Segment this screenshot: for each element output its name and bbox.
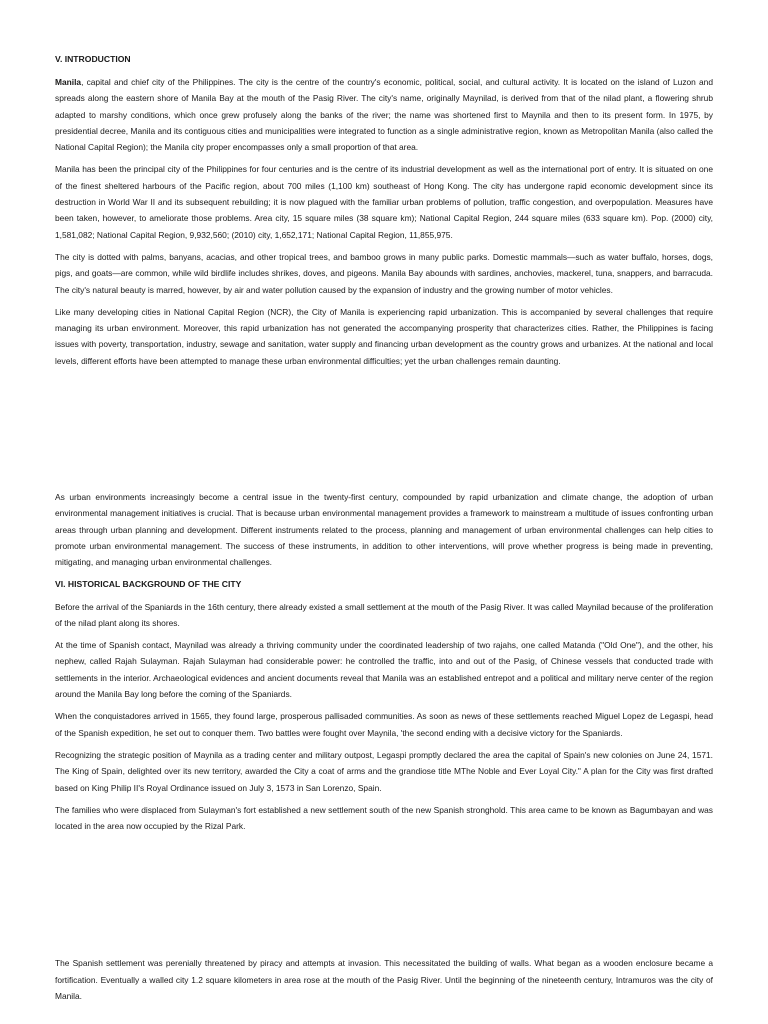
document-page [55,52,713,1010]
section-heading-introduction: V. INTRODUCTION [55,54,131,64]
blank-space [55,840,713,955]
history-paragraph-3: When the conquistadores arrived in 1565, they found large, prosperous pallisaded communities. As soon as news of these settlements reached Miguel Lopez de Legaspi, head of the Spanish expedition, he set out to conquer them. Two battles were fought over Maynila, 'the second ending with a decisive victory for the Spaniards. [55,711,713,738]
history-paragraph-2: At the time of Spanish contact, Maynilad was already a thriving community under the coordinated leadership of two rajahs, one called Matanda ("Old One"), and the other, his nephew, called Rajah Sulayman. Rajah Sulayman had considerable power: he controlled the traffic, into and out of the Pasig, of Chinese vessels that conducted trade with settlements in the interior. Archaeological evidences and ancient documents reveal that Manila was an established entrepot and a political and military nerve center of the region around the Manila Bay long before the coming of the Spaniards. [55,640,713,700]
intro-paragraph-4: Like many developing cities in National Capital Region (NCR), the City of Manila is experiencing rapid urbanization. This is accompanied by several challenges that require managing its urban environment. Moreover, this rapid urbanization has not generated the accompanying prosperity that characterizes cities. Rather, the Philippines is facing issues with poverty, transportation, industry, sewage and sanitation, water supply and financing urban development as the country grows and urbanizes. At the national and local levels, different efforts have been attempted to manage these urban environmental difficulties; yet the urban challenges remain daunting. [55,306,713,366]
history-paragraph-5: The families who were displaced from Sulayman's fort established a new settlement south of the new Spanish stronghold. This area came to be known as Bagumbayan and was located in the area now occupied by the Rizal Park. [55,804,713,832]
intro-paragraph-3: The city is dotted with palms, banyans, acacias, and other tropical trees, and bamboo grows in many public parks. Domestic mammals—such as water buffalo, horses, dogs, pigs, and goats—are common, while wild birdlife includes shrikes, doves, and pigeons. Manila Bay abounds with sardines, anchovies, mackerel, tuna, snappers, and barracuda. The city's natural beauty is marred, however, by air and water pollution caused by the expansion of industry and the growing number of motor vehicles. [55,251,713,295]
blank-space [55,375,713,489]
intro-paragraph-2: Manila has been the principal city of the Philippines for four centuries and is the centre of its industrial development as well as the international port of entry. It is situated on one of the finest sheltered harbours of the Pacific region, about 700 miles (1,100 km) southeast of Hong Kong. The city has undergone rapid economic development since its destruction in World War II and its subsequent rebuilding; it is now plagued with the familiar urban problems of pollution, traffic congestion, and overpopulation. Measures have been taken, however, to ameliorate those problems. Area city, 15 square miles (38 square km); National Capital Region, 244 square miles (633 square km). Pop. (2000) city, 1,581,082; National Capital Region, 9,932,560; (2010) city, 1,652,171; National Capital Region, 11,855,975. [55,164,713,240]
intro-paragraph-5: As urban environments increasingly become a central issue in the twenty-first century, compounded by rapid urbanization and climate change, the adoption of urban environmental management initiatives is crucial. That is because urban environmental management provides a framework to mainstream a multitude of issues confronting urban areas through urban planning and development. Different instruments related to the process, planning and management of urban environmental challenges can help cities to promote urban environmental management. The success of these instruments, in addition to other interventions, will prove whether progress is being made in preventing, mitigating, and managing urban environmental challenges. [55,492,713,568]
section-heading-history: VI. HISTORICAL BACKGROUND OF THE CITY [55,578,242,589]
lead-term: Manila [55,77,82,87]
history-paragraph-4: Recognizing the strategic position of Maynila as a trading center and military outpost, Legaspi promptly declared the area the capital of Spain's new colonies on June 24, 1571. The King of Spain, delighted over its new territory, awarded the City a coat of arms and the grandiose title MThe Noble and Ever Loyal City." A plan for the City was first drafted based on King Philip II's Royal Ordinance issued on July 3, 1573 in San Lorenzo, Spain. [55,749,713,793]
history-paragraph-1: Before the arrival of the Spaniards in the 16th century, there already existed a small settlement at the mouth of the Pasig River. It was called Maynilad because of the proliferation of the nilad plant along its shores. [55,601,713,628]
history-paragraph-6: The Spanish settlement was perenially threatened by piracy and attempts at invasion. This necessitated the building of walls. What began as a wooden enclosure became a fortification. Eventually a walled city 1.2 square kilometers in area rose at the mouth of the Pasig River. Until the beginning of the nineteenth century, Intramuros was the city of Manila. [55,958,713,1001]
intro-paragraph-1 [55,74,713,155]
intro-paragraph-1-text: , capital and chief city of the Philippines. The city is the centre of the country's economic, political, social, and cultural activity. It is located on the island of Luzon and spreads along the eastern shore of Manila Bay at the mouth of the Pasig River. The city's name, originally Maynilad, is derived from that of the nilad plant, a flowering shrub adapted to marshy conditions, which once grew profusely along the banks of the river; the name was shortened first to Maynila and then to its present form. In 1975, by presidential decree, Manila and its contiguous cities and municipalities were integrated to function as a single administrative region, known as Metropolitan Manila (also called the National Capital Region); the Manila city proper encompasses only a small proportion of that area. [55,77,713,153]
